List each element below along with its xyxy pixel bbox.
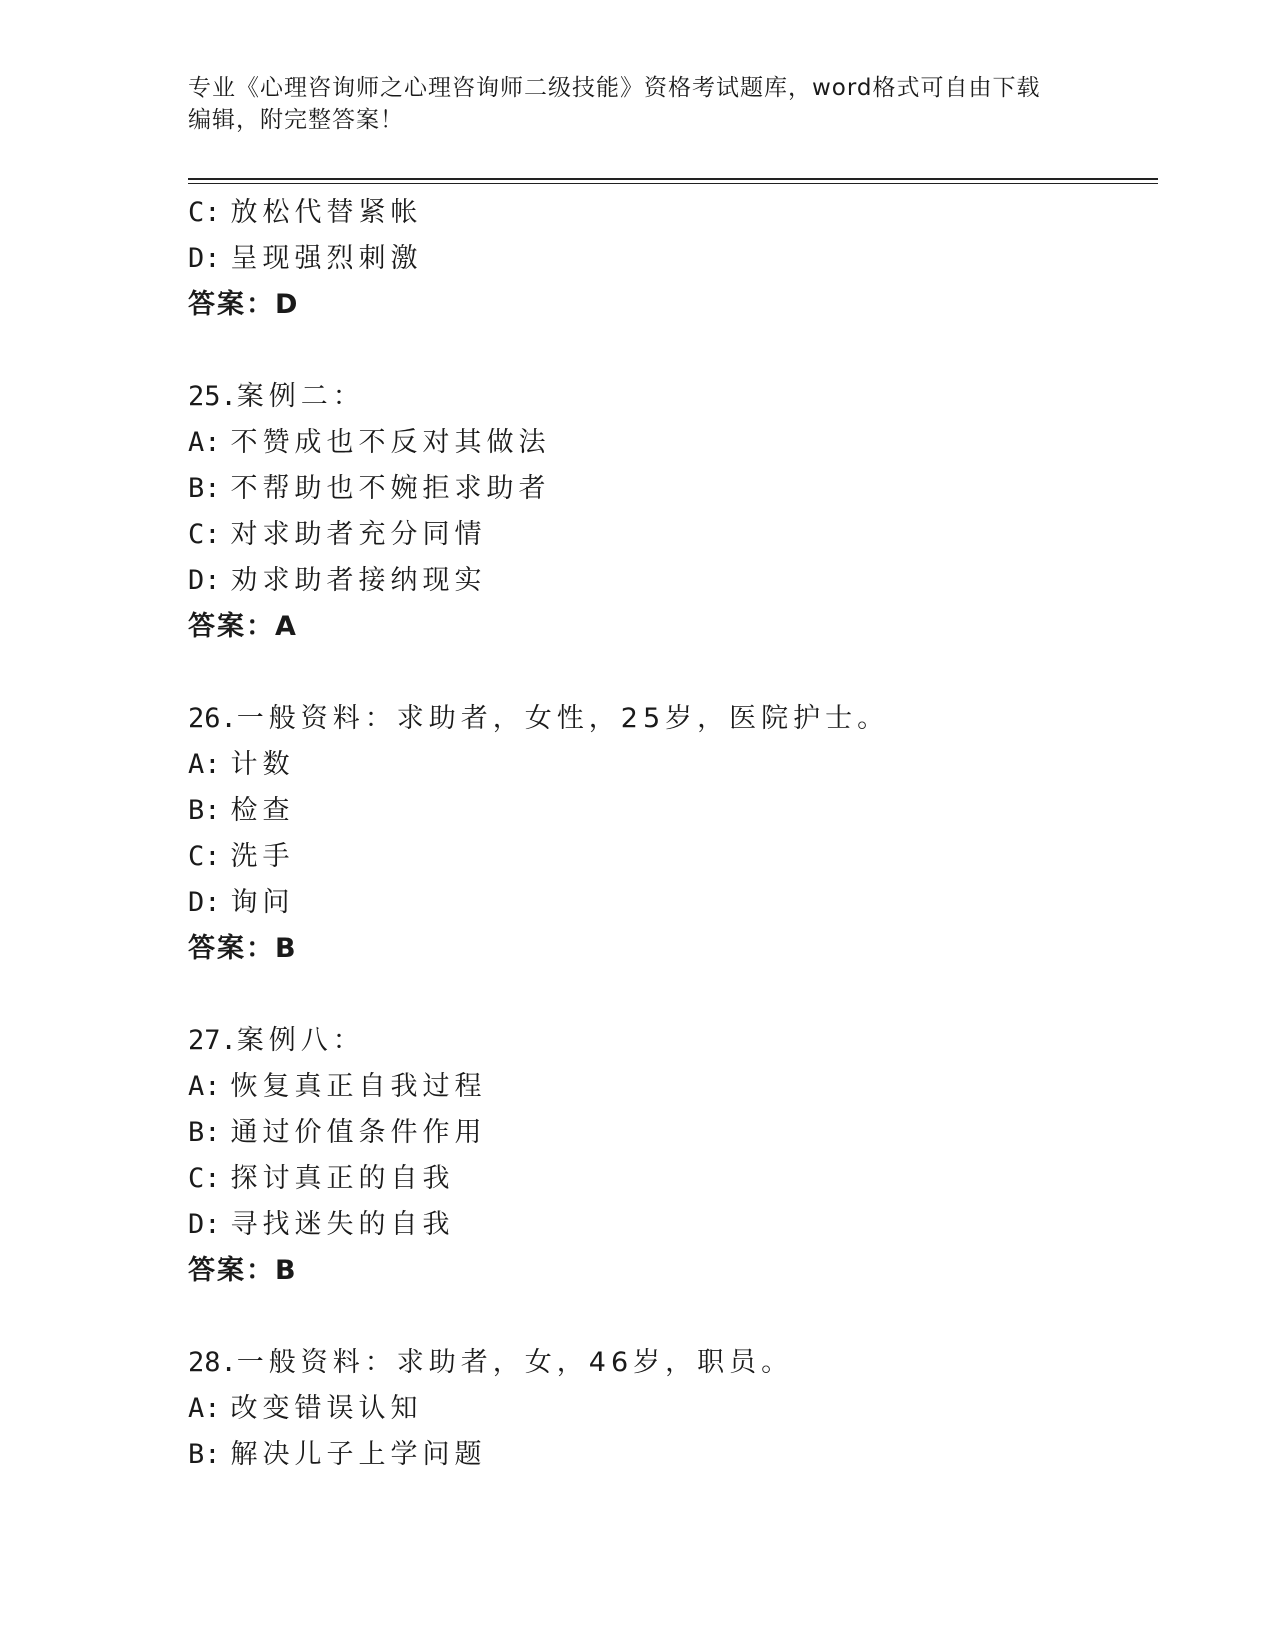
question-number: 26. xyxy=(188,703,237,734)
option-prefix: B: xyxy=(188,473,221,504)
answer-line: 答案：A xyxy=(188,611,298,642)
spacer xyxy=(188,1294,1168,1340)
option-b xyxy=(188,1432,1168,1478)
header-line-2: 编辑，附完整答案！ xyxy=(188,107,404,133)
question-number: 27. xyxy=(188,1025,237,1056)
question-number: 28. xyxy=(188,1347,237,1378)
header-divider-thin xyxy=(188,183,1158,184)
option-b xyxy=(188,466,1168,512)
question-text: 一般资料：求助者，女，46岁，职员。 xyxy=(236,1347,794,1378)
question-stem xyxy=(188,374,1168,420)
question-stem xyxy=(188,696,1168,742)
option-text: 检查 xyxy=(230,795,295,826)
option-a xyxy=(188,1064,1168,1110)
option-prefix: B: xyxy=(188,795,221,826)
option-prefix: C: xyxy=(188,519,221,550)
option-d xyxy=(188,880,1168,926)
option-text: 解决儿子上学问题 xyxy=(230,1439,487,1470)
spacer xyxy=(188,650,1168,696)
answer-line: 答案：D xyxy=(188,289,300,320)
option-prefix: B: xyxy=(188,1439,221,1470)
option-prefix: C: xyxy=(188,841,221,872)
option-text: 改变错误认知 xyxy=(230,1393,423,1424)
option-d xyxy=(188,1202,1168,1248)
question-text: 一般资料：求助者，女性，25岁，医院护士。 xyxy=(236,703,890,734)
option-a xyxy=(188,742,1168,788)
option-a xyxy=(188,1386,1168,1432)
option-prefix: A: xyxy=(188,749,221,780)
header-line-1: 专业《心理咨询师之心理咨询师二级技能》资格考试题库，word格式可自由下载 xyxy=(188,75,1041,101)
option-b xyxy=(188,1110,1168,1156)
option-text: 寻找迷失的自我 xyxy=(230,1209,455,1240)
document-header xyxy=(188,72,1088,136)
option-prefix: D: xyxy=(188,243,221,274)
question-stem xyxy=(188,1018,1168,1064)
header-divider-thick xyxy=(188,178,1158,180)
option-text: 恢复真正自我过程 xyxy=(230,1071,487,1102)
option-c xyxy=(188,512,1168,558)
option-prefix: A: xyxy=(188,1393,221,1424)
option-text: 询问 xyxy=(230,887,295,918)
option-text: 通过价值条件作用 xyxy=(230,1117,487,1148)
option-text: 放松代替紧帐 xyxy=(230,197,423,228)
option-text: 不帮助也不婉拒求助者 xyxy=(230,473,551,504)
option-text: 劝求助者接纳现实 xyxy=(230,565,487,596)
option-c xyxy=(188,1156,1168,1202)
option-c xyxy=(188,834,1168,880)
option-text: 探讨真正的自我 xyxy=(230,1163,455,1194)
question-stem xyxy=(188,1340,1168,1386)
option-b xyxy=(188,788,1168,834)
answer-line: 答案：B xyxy=(188,1255,298,1286)
option-prefix: D: xyxy=(188,887,221,918)
option-text: 计数 xyxy=(230,749,295,780)
option-prefix: D: xyxy=(188,565,221,596)
option-text: 对求助者充分同情 xyxy=(230,519,487,550)
question-text: 案例八： xyxy=(236,1025,365,1056)
option-prefix: A: xyxy=(188,1071,221,1102)
option-prefix: A: xyxy=(188,427,221,458)
answer-line: 答案：B xyxy=(188,933,298,964)
spacer xyxy=(188,328,1168,374)
option-prefix: C: xyxy=(188,197,221,228)
option-text: 洗手 xyxy=(230,841,295,872)
option-prefix: D: xyxy=(188,1209,221,1240)
question-text: 案例二： xyxy=(236,381,365,412)
option-d xyxy=(188,236,1168,282)
option-a xyxy=(188,420,1168,466)
option-d xyxy=(188,558,1168,604)
option-text: 不赞成也不反对其做法 xyxy=(230,427,551,458)
option-c xyxy=(188,190,1168,236)
question-number: 25. xyxy=(188,381,237,412)
option-prefix: C: xyxy=(188,1163,221,1194)
spacer xyxy=(188,972,1168,1018)
option-prefix: B: xyxy=(188,1117,221,1148)
option-text: 呈现强烈刺激 xyxy=(230,243,423,274)
question-list xyxy=(188,190,1168,1478)
